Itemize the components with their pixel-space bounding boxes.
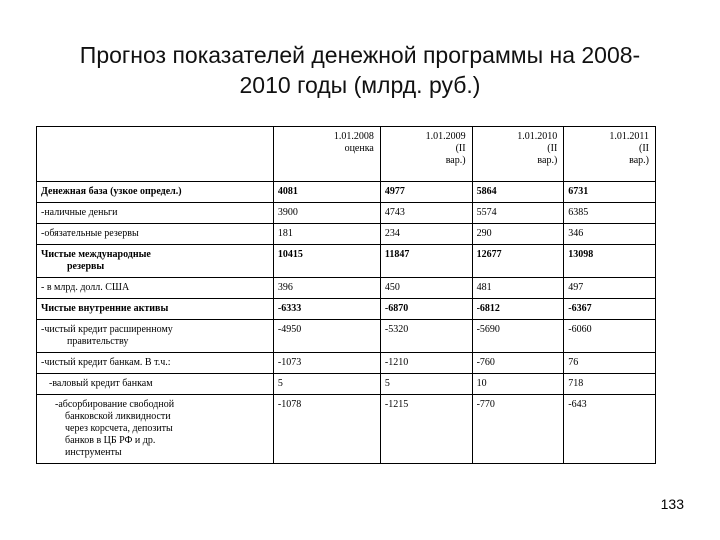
table-cell: 76	[564, 353, 656, 374]
table-cell: 450	[380, 278, 472, 299]
table-cell: -6367	[564, 299, 656, 320]
table-cell: 13098	[564, 245, 656, 278]
table-cell: -1215	[380, 395, 472, 464]
table-cell: 5574	[472, 203, 564, 224]
table-cell: 5	[380, 374, 472, 395]
table-cell: -5690	[472, 320, 564, 353]
table-cell: 6385	[564, 203, 656, 224]
table-cell: -6870	[380, 299, 472, 320]
table-cell: -1210	[380, 353, 472, 374]
table-row	[37, 278, 656, 299]
table-cell: -5320	[380, 320, 472, 353]
table-cell: -643	[564, 395, 656, 464]
table-cell: -1078	[273, 395, 380, 464]
slide-title-line-2: 2010 годы (млрд. руб.)	[239, 72, 481, 98]
header-cell-empty	[37, 127, 274, 182]
table-row	[37, 245, 656, 278]
table-cell: -760	[472, 353, 564, 374]
row-label: - в млрд. долл. США	[37, 278, 274, 299]
row-label: Денежная база (узкое определ.)	[37, 182, 274, 203]
table-cell: 181	[273, 224, 380, 245]
table-cell: -6333	[273, 299, 380, 320]
table-row	[37, 374, 656, 395]
header-cell: 1.01.2010 (II вар.)	[472, 127, 564, 182]
table-row	[37, 353, 656, 374]
table-cell: 718	[564, 374, 656, 395]
row-label: Чистые международные резервы	[37, 245, 274, 278]
header-cell: 1.01.2011 (II вар.)	[564, 127, 656, 182]
table-cell: 290	[472, 224, 564, 245]
table-cell: 6731	[564, 182, 656, 203]
row-label: -обязательные резервы	[37, 224, 274, 245]
table-cell: -6060	[564, 320, 656, 353]
slide-title	[40, 40, 680, 100]
row-label: -валовый кредит банкам	[37, 374, 274, 395]
table-row	[37, 299, 656, 320]
table-cell: 3900	[273, 203, 380, 224]
table-cell: -770	[472, 395, 564, 464]
table-cell: 497	[564, 278, 656, 299]
table-cell: -4950	[273, 320, 380, 353]
table-cell: 10415	[273, 245, 380, 278]
header-cell: 1.01.2008 оценка	[273, 127, 380, 182]
page-number: 133	[660, 496, 684, 512]
table-row	[37, 395, 656, 464]
row-label: -наличные деньги	[37, 203, 274, 224]
table-cell: 396	[273, 278, 380, 299]
table-row	[37, 182, 656, 203]
row-label: -чистый кредит расширенному правительству	[37, 320, 274, 353]
table-row	[37, 224, 656, 245]
header-cell: 1.01.2009 (II вар.)	[380, 127, 472, 182]
table-row	[37, 203, 656, 224]
table-cell: 5864	[472, 182, 564, 203]
table-cell: -1073	[273, 353, 380, 374]
table-cell: 5	[273, 374, 380, 395]
table-cell: 4743	[380, 203, 472, 224]
table-cell: 4977	[380, 182, 472, 203]
table-header-row	[37, 127, 656, 182]
money-program-table	[36, 126, 656, 464]
table-cell: 10	[472, 374, 564, 395]
table-cell: 11847	[380, 245, 472, 278]
table-cell: 4081	[273, 182, 380, 203]
table-cell: 234	[380, 224, 472, 245]
table-row	[37, 320, 656, 353]
row-label: -абсорбирование свободной банковской ликвидности через корсчета, депозиты банков в ЦБ РФ и др. инструменты	[37, 395, 274, 464]
slide-title-line-1: Прогноз показателей денежной программы на 2008-	[79, 42, 641, 68]
table-cell: 12677	[472, 245, 564, 278]
table-cell: 481	[472, 278, 564, 299]
row-label: -чистый кредит банкам. В т.ч.:	[37, 353, 274, 374]
table-cell: 346	[564, 224, 656, 245]
table-cell: -6812	[472, 299, 564, 320]
row-label: Чистые внутренние активы	[37, 299, 274, 320]
